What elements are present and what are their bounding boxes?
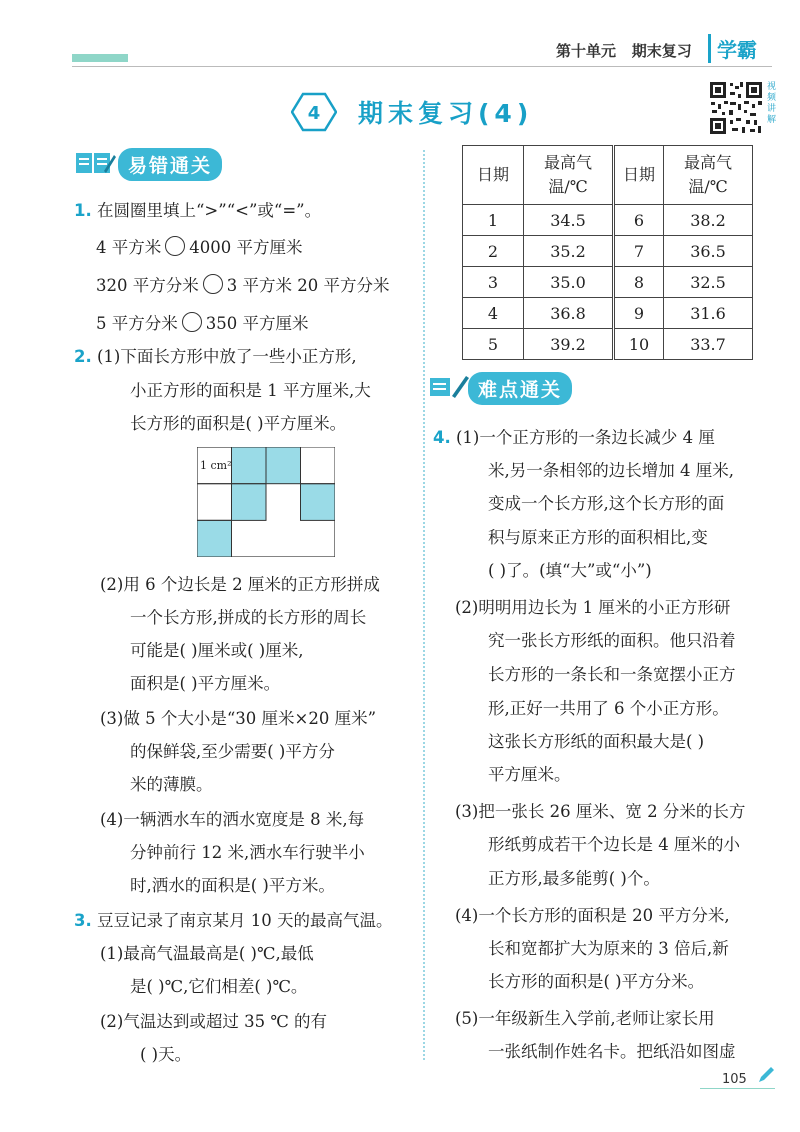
q4-sub2-line-1: (2)明明用边长为 1 厘米的小正方形研 bbox=[455, 598, 731, 617]
q4-sub4-line-1: (4)一个长方形的面积是 20 平方分米, bbox=[455, 906, 730, 925]
notebook-icon bbox=[74, 149, 116, 177]
q2-sub2-line-1: (2)用 6 个边长是 2 厘米的正方形拼成 bbox=[100, 575, 380, 594]
q1-prompt: 1. 在圆圈里填上“>”“<”或“=”。 bbox=[74, 201, 322, 220]
temperature-table bbox=[462, 145, 753, 360]
q1-item-2: 320 平方分米 3 平方米 20 平方分米 bbox=[96, 276, 390, 295]
lesson-number: 4 bbox=[307, 103, 321, 124]
pencil-icon bbox=[757, 1066, 775, 1084]
q4-sub3-line-1: (3)把一张长 26 厘米、宽 2 分米的长方 bbox=[455, 802, 746, 821]
brand-logo: 学霸 bbox=[708, 34, 757, 63]
section-title-difficult: 难点通关 bbox=[468, 372, 572, 405]
q2-sub2-line-3: 可能是( )厘米或( )厘米, bbox=[130, 641, 304, 660]
column-divider bbox=[423, 150, 425, 1060]
qr-label: 视频讲解 bbox=[767, 82, 777, 125]
q2-sub2-line-4: 面积是( )平方厘米。 bbox=[130, 674, 281, 693]
table-head-temp: 最高气 温/℃ bbox=[524, 146, 614, 205]
grid-unit-label: 1 cm² bbox=[200, 459, 232, 472]
table-row: 5 39.2 10 33.7 bbox=[463, 329, 753, 360]
q4-sub2-line-2: 究一张长方形纸的面积。他只沿着 bbox=[488, 631, 736, 650]
page-number: 105 bbox=[722, 1072, 747, 1087]
table-row: 3 35.0 8 32.5 bbox=[463, 267, 753, 298]
header-rule bbox=[72, 66, 772, 67]
q2-sub3-line-1: (3)做 5 个大小是“30 厘米×20 厘米” bbox=[100, 709, 377, 728]
q2-sub2-line-2: 一个长方形,拼成的长方形的周长 bbox=[130, 608, 367, 627]
header-unit: 第十单元 期末复习 bbox=[556, 42, 692, 60]
q4-sub4-line-3: 长方形的面积是( )平方分米。 bbox=[488, 972, 705, 991]
q2-line-3: 长方形的面积是( )平方厘米。 bbox=[130, 414, 347, 433]
q4-sub3-line-2: 形纸剪成若干个边长是 4 厘米的小 bbox=[488, 835, 740, 854]
page-title: 期末复习(4) bbox=[358, 99, 534, 128]
footer-rule bbox=[700, 1088, 775, 1089]
table-head-day: 日期 bbox=[614, 146, 664, 205]
qr-code-icon[interactable] bbox=[708, 80, 764, 136]
q4-sub2-line-3: 长方形的一条长和一条宽摆小正方 bbox=[488, 665, 736, 684]
q1-item-1: 4 平方米 4000 平方厘米 bbox=[96, 238, 303, 257]
answer-circle[interactable] bbox=[203, 274, 223, 294]
q3-sub1-line-1: (1)最高气温最高是( )℃,最低 bbox=[100, 944, 314, 963]
q4-sub2-line-4: 形,正好一共用了 6 个小正方形。 bbox=[488, 699, 729, 718]
table-row: 2 35.2 7 36.5 bbox=[463, 236, 753, 267]
q3-sub1-line-2: 是( )℃,它们相差( )℃。 bbox=[130, 977, 308, 996]
table-head-temp: 最高气 温/℃ bbox=[664, 146, 753, 205]
q3-sub2-line-2: ( )天。 bbox=[140, 1045, 192, 1064]
q2-line-1: 2. (1)下面长方形中放了一些小正方形, bbox=[74, 347, 357, 366]
answer-circle[interactable] bbox=[165, 236, 185, 256]
pencil-book-icon bbox=[428, 372, 470, 400]
q3-sub2-line-1: (2)气温达到或超过 35 ℃ 的有 bbox=[100, 1012, 328, 1031]
q4-sub4-line-2: 长和宽都扩大为原来的 3 倍后,新 bbox=[488, 939, 729, 958]
q4-sub1-line-4: 积与原来正方形的面积相比,变 bbox=[488, 528, 708, 547]
q2-line-2: 小正方形的面积是 1 平方厘米,大 bbox=[130, 381, 371, 400]
q4-sub1-line-5: ( )了。(填“大”或“小”) bbox=[488, 561, 652, 580]
q2-sub4-line-2: 分钟前行 12 米,洒水车行驶半小 bbox=[130, 843, 365, 862]
q4-sub1-line-1: 4. (1)一个正方形的一条边长减少 4 厘 bbox=[433, 428, 715, 447]
q2-sub4-line-3: 时,洒水的面积是( )平方米。 bbox=[130, 876, 335, 895]
q4-sub3-line-3: 正方形,最多能剪( )个。 bbox=[488, 869, 660, 888]
q4-sub2-line-6: 平方厘米。 bbox=[488, 765, 571, 784]
q3-prompt: 3. 豆豆记录了南京某月 10 天的最高气温。 bbox=[74, 911, 393, 930]
section-title-error-prone: 易错通关 bbox=[118, 148, 222, 181]
table-row: 4 36.8 9 31.6 bbox=[463, 298, 753, 329]
answer-circle[interactable] bbox=[182, 312, 202, 332]
q4-sub5-line-2: 一张纸制作姓名卡。把纸沿如图虚 bbox=[488, 1042, 736, 1061]
q4-sub1-line-2: 米,另一条相邻的边长增加 4 厘米, bbox=[488, 461, 734, 480]
header-tag bbox=[72, 54, 128, 62]
table-head-day: 日期 bbox=[463, 146, 524, 205]
square-grid-figure bbox=[197, 447, 335, 557]
q4-sub5-line-1: (5)一年级新生入学前,老师让家长用 bbox=[455, 1009, 715, 1028]
q2-sub3-line-2: 的保鲜袋,至少需要( )平方分 bbox=[130, 742, 335, 761]
lesson-number-badge bbox=[291, 92, 337, 132]
q4-sub2-line-5: 这张长方形纸的面积最大是( ) bbox=[488, 732, 705, 751]
table-row: 1 34.5 6 38.2 bbox=[463, 205, 753, 236]
q1-item-3: 5 平方分米 350 平方厘米 bbox=[96, 314, 309, 333]
q2-sub4-line-1: (4)一辆洒水车的洒水宽度是 8 米,每 bbox=[100, 810, 365, 829]
q2-sub3-line-3: 米的薄膜。 bbox=[130, 775, 213, 794]
q4-sub1-line-3: 变成一个长方形,这个长方形的面 bbox=[488, 494, 725, 513]
